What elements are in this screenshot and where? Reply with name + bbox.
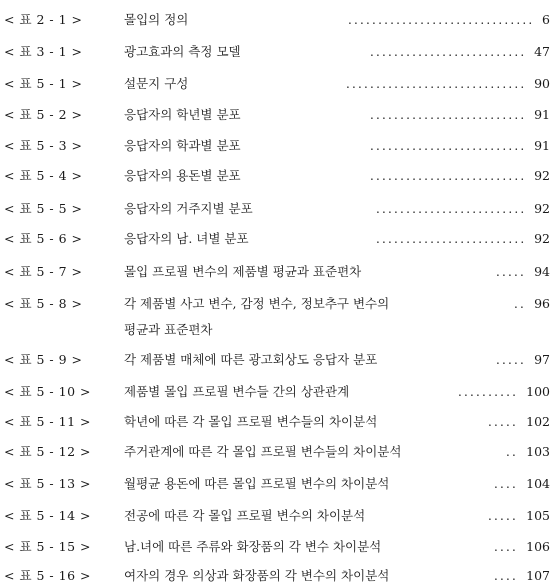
toc-entry[interactable] (0, 105, 556, 125)
page-number: 92 (534, 168, 550, 183)
toc-entry[interactable] (0, 442, 556, 462)
table-title-continuation: 평균과 표준편차 (124, 322, 213, 337)
toc-entry[interactable] (0, 10, 556, 30)
toc-entry[interactable] (0, 350, 556, 370)
table-title: 각 제품별 매체에 따른 광고회상도 응답자 분포 (124, 352, 378, 367)
table-title: 광고효과의 측정 모델 (124, 44, 241, 59)
toc-entry[interactable] (0, 506, 556, 526)
page-number: 106 (526, 539, 550, 554)
dot-leader: ......................... (376, 202, 527, 216)
page-number: 107 (526, 568, 550, 583)
toc-entry[interactable] (0, 566, 556, 586)
table-label: < 표 5 - 8 > (4, 296, 83, 311)
table-label: < 표 5 - 12 > (4, 444, 91, 459)
table-label: < 표 5 - 11 > (4, 414, 91, 429)
toc-entry[interactable] (0, 74, 556, 94)
dot-leader: .......................... (370, 108, 527, 122)
table-title: 설문지 구성 (124, 76, 189, 91)
table-title: 몰입 프로필 변수의 제품별 평균과 표준편차 (124, 264, 362, 279)
table-title: 응답자의 학년별 분포 (124, 107, 241, 122)
table-label: < 표 5 - 16 > (4, 568, 91, 583)
dot-leader: .... (494, 569, 519, 583)
page-number: 104 (526, 476, 550, 491)
table-title: 응답자의 학과별 분포 (124, 138, 241, 153)
dot-leader: ......................... (376, 232, 527, 246)
table-label: < 표 5 - 6 > (4, 231, 83, 246)
table-label: < 표 5 - 2 > (4, 107, 83, 122)
toc-entry-continuation (0, 320, 556, 340)
dot-leader: .......................... (370, 169, 527, 183)
toc-entry[interactable] (0, 262, 556, 282)
page-number: 91 (534, 107, 550, 122)
table-title: 몰입의 정의 (124, 12, 189, 27)
page-number: 97 (534, 352, 550, 367)
table-title: 응답자의 남. 녀별 분포 (124, 231, 249, 246)
table-title: 응답자의 용돈별 분포 (124, 168, 241, 183)
table-label: < 표 5 - 1 > (4, 76, 83, 91)
dot-leader: .......................... (370, 45, 527, 59)
page-number: 103 (526, 444, 550, 459)
table-label: < 표 5 - 14 > (4, 508, 91, 523)
dot-leader: .... (494, 477, 519, 491)
page-number: 6 (542, 12, 550, 27)
dot-leader: ..... (496, 353, 527, 367)
page-number: 96 (534, 296, 550, 311)
toc-entry[interactable] (0, 412, 556, 432)
dot-leader: .. (514, 297, 527, 311)
dot-leader: ..... (488, 415, 519, 429)
dot-leader: .... (494, 540, 519, 554)
table-label: < 표 5 - 13 > (4, 476, 91, 491)
table-label: < 표 5 - 10 > (4, 384, 91, 399)
page-number: 47 (534, 44, 550, 59)
table-label: < 표 3 - 1 > (4, 44, 83, 59)
table-title: 각 제품별 사고 변수, 감정 변수, 정보추구 변수의 (124, 296, 390, 311)
dot-leader: ............................... (348, 13, 535, 27)
dot-leader: .............................. (346, 77, 527, 91)
toc-entry[interactable] (0, 136, 556, 156)
table-title: 여자의 경우 의상과 화장품의 각 변수의 차이분석 (124, 568, 390, 583)
table-label: < 표 5 - 3 > (4, 138, 83, 153)
toc-entry[interactable] (0, 382, 556, 402)
page-number: 105 (526, 508, 550, 523)
table-label: < 표 5 - 4 > (4, 168, 83, 183)
dot-leader: ..... (496, 265, 527, 279)
page-number: 90 (534, 76, 550, 91)
toc-entry[interactable] (0, 229, 556, 249)
table-label: < 표 2 - 1 > (4, 12, 83, 27)
toc-entry[interactable] (0, 199, 556, 219)
dot-leader: ..... (488, 509, 519, 523)
page-number: 92 (534, 201, 550, 216)
page-number: 91 (534, 138, 550, 153)
table-title: 남.녀에 따른 주류와 화장품의 각 변수 차이분석 (124, 539, 382, 554)
toc-entry[interactable] (0, 294, 556, 314)
table-title: 학년에 따른 각 몰입 프로필 변수들의 차이분석 (124, 414, 378, 429)
page-number: 92 (534, 231, 550, 246)
table-label: < 표 5 - 5 > (4, 201, 83, 216)
dot-leader: .. (506, 445, 519, 459)
table-title: 제품별 몰입 프로필 변수들 간의 상관관계 (124, 384, 350, 399)
table-title: 월평균 용돈에 따른 몰입 프로필 변수의 차이분석 (124, 476, 390, 491)
table-label: < 표 5 - 7 > (4, 264, 83, 279)
page-number: 102 (526, 414, 550, 429)
toc-entry[interactable] (0, 42, 556, 62)
table-label: < 표 5 - 15 > (4, 539, 91, 554)
page-number: 100 (526, 384, 550, 399)
toc-entry[interactable] (0, 474, 556, 494)
toc-entry[interactable] (0, 166, 556, 186)
table-title: 전공에 따른 각 몰입 프로필 변수의 차이분석 (124, 508, 366, 523)
page-number: 94 (534, 264, 550, 279)
table-title: 주거관계에 따른 각 몰입 프로필 변수들의 차이분석 (124, 444, 402, 459)
dot-leader: .......... (458, 385, 519, 399)
toc-entry[interactable] (0, 537, 556, 557)
table-title: 응답자의 거주지별 분포 (124, 201, 253, 216)
dot-leader: .......................... (370, 139, 527, 153)
table-label: < 표 5 - 9 > (4, 352, 83, 367)
